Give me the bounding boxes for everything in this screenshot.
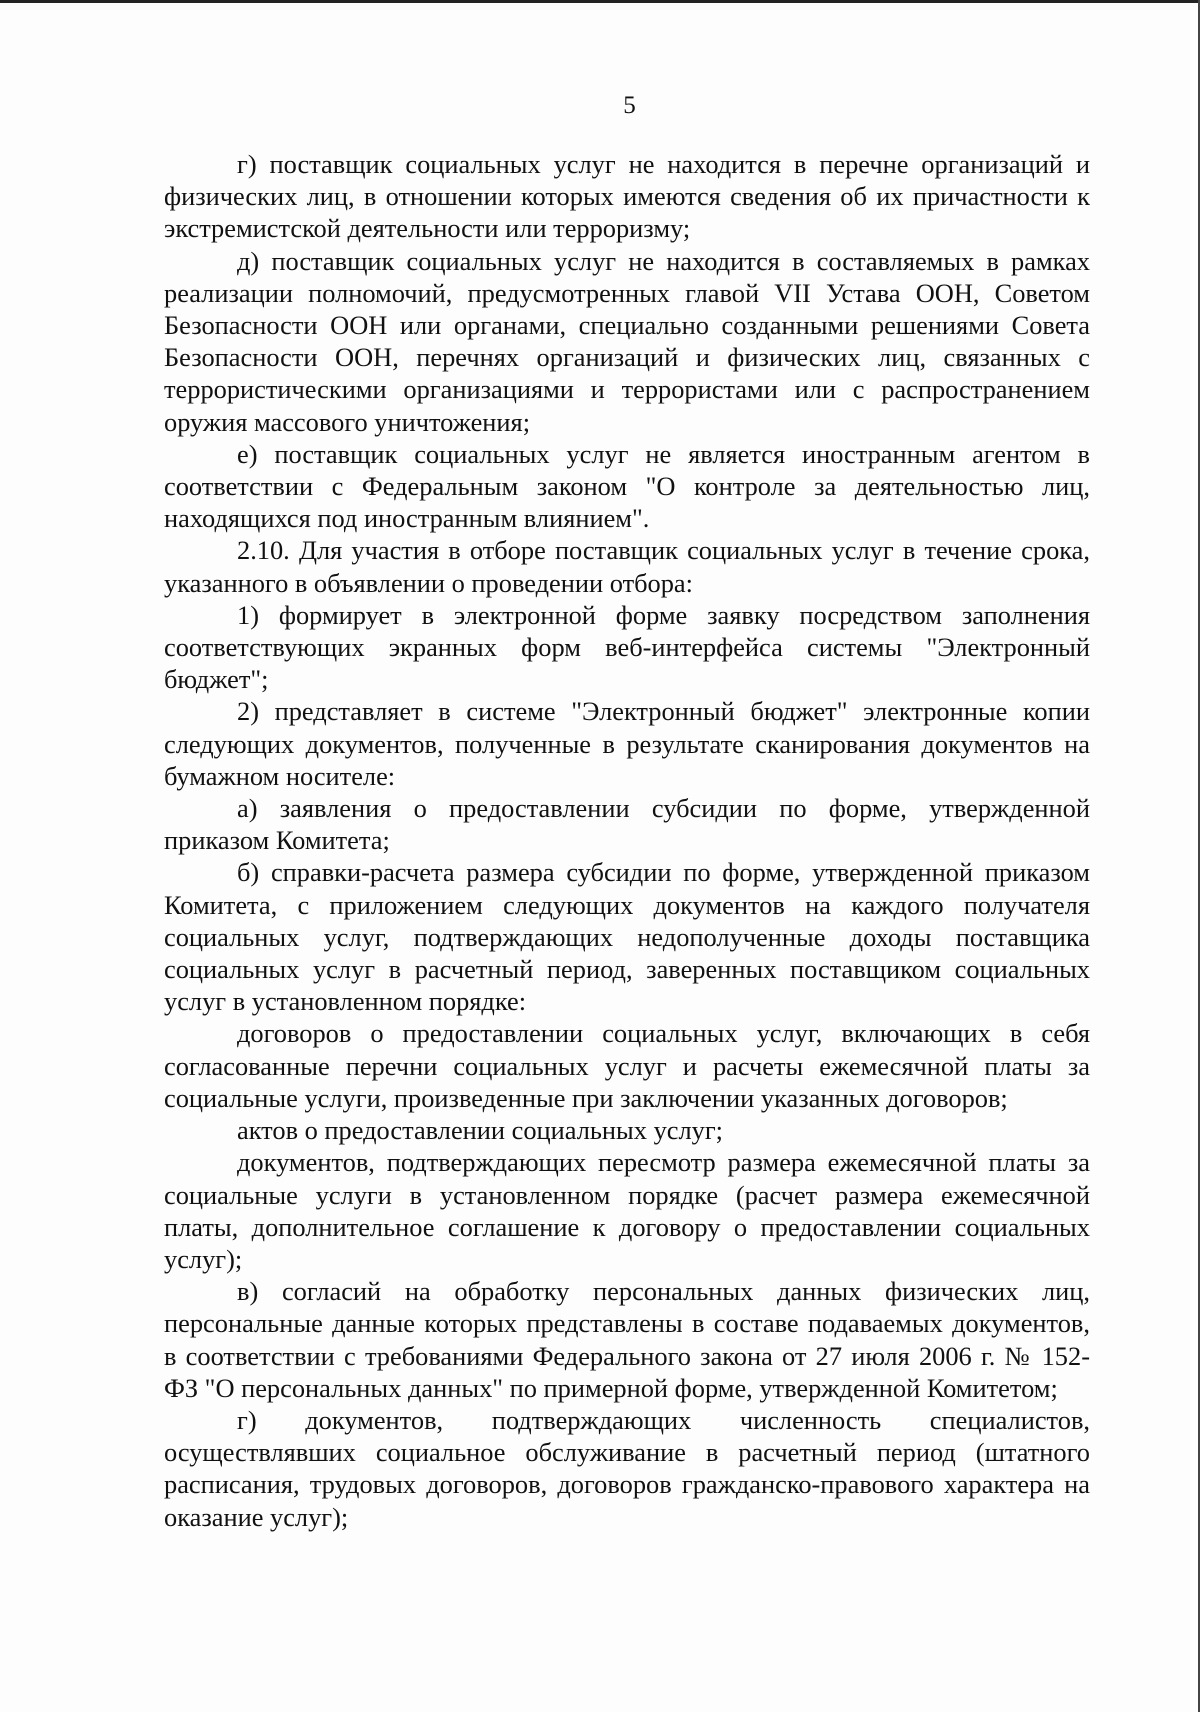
paragraph-fee-revision: документов, подтверждающих пересмотр размера ежемесячной платы за социальные услуги в установленном порядке (расчет размера ежемесячной платы, дополнительное соглашение к договору о предоставлении социальных услуг); — [164, 1147, 1090, 1274]
paragraph-1-application: 1) формирует в электронной форме заявку посредством заполнения соответствующих экранных форм веб-интерфейса системы "Электронный бюджет"; — [164, 599, 1090, 695]
page-number: 5 — [623, 92, 636, 119]
paragraph-g-extremism: г) поставщик социальных услуг не находится в перечне организаций и физических лиц, в отношении которых имеются сведения об их причастности к экстремистской деятельности или терроризму; — [164, 149, 1090, 244]
paragraph-2-documents: 2) представляет в системе "Электронный бюджет" электронные копии следующих документов, полученные в результате сканирования документов на бумажном носителе: — [164, 696, 1090, 791]
document-body — [164, 148, 1090, 1533]
paragraph-2-10: 2.10. Для участия в отборе поставщик социальных услуг в течение срока, указанного в объявлении о проведении отбора: — [164, 535, 1090, 598]
scan-edge-top — [0, 0, 1200, 3]
paragraph-contracts: договоров о предоставлении социальных услуг, включающих в себя согласованные перечни социальных услуг и расчеты ежемесячной платы за социальные услуги, произведенные при заключении указанных договоров; — [164, 1018, 1090, 1113]
paragraph-d-un-lists: д) поставщик социальных услуг не находится в составляемых в рамках реализации полномочий, предусмотренных главой VII Устава ООН, Советом Безопасности ООН или органами, специально созданными решениями Совета Безопасности ООН, перечнях организаций и физических лиц, связанных с террористическими организациями и террористами или с распространением оружия массового уничтожения; — [164, 245, 1090, 437]
paragraph-g-specialists: г) документов, подтверждающих численность специалистов, осуществлявших социальное обслуживание в расчетный период (штатного расписания, трудовых договоров, договоров гражданско-правового характера на оказание услуг); — [164, 1404, 1090, 1532]
paragraph-b-calculation: б) справки-расчета размера субсидии по форме, утвержденной приказом Комитета, с приложением следующих документов на каждого получателя социальных услуг, подтверждающих недополученные доходы поставщика социальных услуг в расчетный период, заверенных поставщиком социальных услуг в установленном порядке: — [164, 857, 1090, 1017]
paragraph-v-consents: в) согласий на обработку персональных данных физических лиц, персональные данные которых представлены в составе подаваемых документов, в соответствии с требованиями Федерального закона от 27 июля 2006 г. № 152-ФЗ "О персональных данных" по примерной форме, утвержденной Комитетом; — [164, 1276, 1090, 1403]
paragraph-acts: актов о предоставлении социальных услуг; — [237, 1115, 724, 1146]
paragraph-e-foreign-agent: е) поставщик социальных услуг не является иностранным агентом в соответствии с Федеральным законом "О контроле за деятельностью лиц, находящихся под иностранным влиянием". — [164, 438, 1090, 534]
paragraph-a-statement: а) заявления о предоставлении субсидии по форме, утвержденной приказом Комитета; — [164, 793, 1090, 856]
